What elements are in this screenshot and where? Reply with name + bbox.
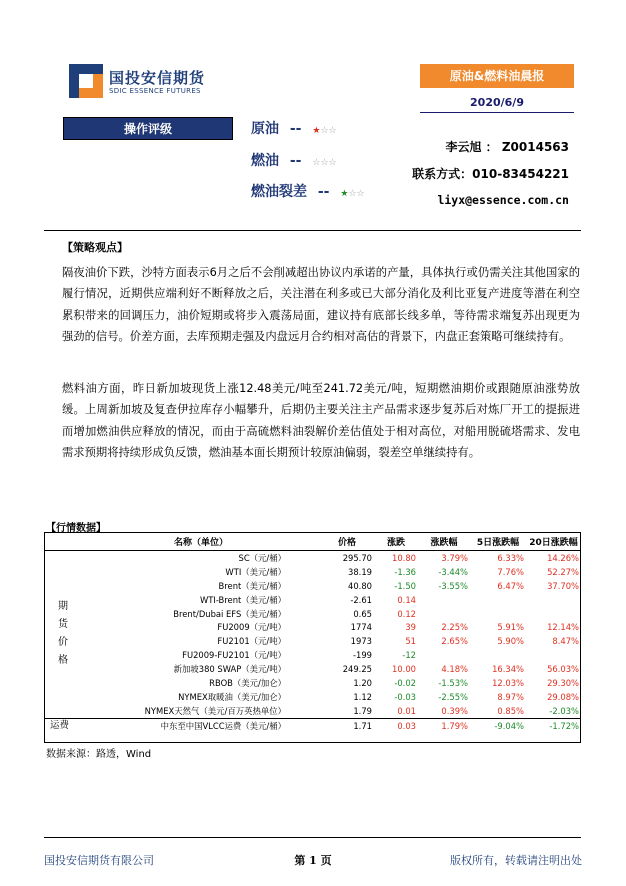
table-cell: 29.08% <box>547 691 579 702</box>
table-cell: 52.27% <box>547 566 579 577</box>
analyst-email[interactable]: liyx@essence.com.cn <box>437 193 569 207</box>
category-freight: 运费 <box>50 720 70 732</box>
table-cell: -1.50 <box>394 580 416 591</box>
table-cell: 1.12 <box>353 691 372 702</box>
table-cell: 39 <box>405 622 416 633</box>
footer-copyright: 版权所有，转载请注明出处 <box>450 854 582 867</box>
header-price: 价格 <box>320 532 374 551</box>
instrument-name: FU2101（元/吨） <box>217 636 286 647</box>
table-cell: -1.72% <box>549 720 579 731</box>
table-header-row <box>44 532 581 551</box>
table-cell: 0.12 <box>397 608 416 619</box>
table-cell: 0.03 <box>397 720 416 731</box>
table-cell: 5.91% <box>497 622 524 633</box>
table-cell: -1.36 <box>394 566 416 577</box>
strategy-paragraph-fuel: 燃料油方面，昨日新加坡现货上涨12.48美元/吨至241.72美元/吨，短期燃油期价或跟随原油涨势放缓。上周新加坡及复查伊拉库存小幅攀升，后期仍主要关注主产品需求逐步复苏后对炼厂开工的提振进而增加燃油供应释放的情况，而由于高硫燃料油裂解价差估值处于相对高位，对船用脱硫塔需求、发电需求预期将持续形成负反馈，燃油基本面长期预计较原油偏弱，裂差空单继续持有。 <box>62 382 580 459</box>
table-row <box>44 551 581 565</box>
table-cell: 0.01 <box>397 705 416 716</box>
table-cell: 1973 <box>350 636 372 647</box>
table-row <box>44 662 581 676</box>
table-cell: 6.47% <box>497 580 524 591</box>
instrument-name: 新加坡380 SWAP（美元/吨） <box>173 664 286 675</box>
rating-dash: -- <box>289 121 302 137</box>
table-cell: 1.20 <box>353 677 372 688</box>
rating-dash: -- <box>317 184 330 200</box>
table-cell: 0.65 <box>353 608 372 619</box>
table-cell: 249.25 <box>342 664 372 675</box>
table-cell: 8.97% <box>497 691 524 702</box>
rating-stars-icon: ★☆☆ <box>340 189 365 199</box>
instrument-name: FU2009（元/吨） <box>217 622 286 633</box>
instrument-name: NYMEX取暖油（美元/加仑） <box>178 691 286 702</box>
table-cell: 10.80 <box>392 552 416 563</box>
rating-name: 燃油 <box>251 153 279 169</box>
table-cell: 51 <box>405 636 416 647</box>
table-cell: 1.71 <box>353 720 372 731</box>
rating-box: 操作评级 <box>63 117 233 140</box>
rating-crude <box>251 118 337 138</box>
table-cell: 0.85% <box>497 705 524 716</box>
rating-name: 燃油裂差 <box>251 184 307 200</box>
date-underline <box>420 112 574 113</box>
table-cell: 12.14% <box>547 622 579 633</box>
footer-company: 国投安信期货有限公司 <box>44 854 154 867</box>
table-cell: 7.76% <box>497 566 524 577</box>
market-data-table <box>44 532 581 733</box>
rating-stars-icon: ★☆☆ <box>312 126 337 136</box>
data-source: 数据来源：路透，Wind <box>46 749 152 760</box>
table-cell: 40.80 <box>348 580 372 591</box>
table-cell: -2.61 <box>350 594 372 605</box>
table-cell <box>470 648 526 662</box>
table-cell: 8.47% <box>552 636 579 647</box>
footer-divider <box>44 837 581 838</box>
table-cell: 29.30% <box>547 677 579 688</box>
rating-fuel-crack <box>251 181 365 201</box>
footer-page-number: 第 1 页 <box>294 854 332 867</box>
instrument-name: FU2009-FU2101（元/吨） <box>182 650 286 661</box>
table-cell: -3.55% <box>438 580 468 591</box>
company-logo-icon <box>69 64 103 98</box>
table-cell: 12.03% <box>492 677 524 688</box>
table-cell: 4.18% <box>441 664 468 675</box>
table-cell: 6.33% <box>497 552 524 563</box>
table-row <box>44 620 581 634</box>
instrument-name: WTI-Brent（美元/桶） <box>199 594 286 605</box>
table-row <box>44 634 581 648</box>
rating-dash: -- <box>289 153 302 169</box>
strategy-title: 【策略观点】 <box>62 241 128 254</box>
table-cell: -199 <box>352 650 372 661</box>
table-cell: 16.34% <box>492 664 524 675</box>
instrument-name: SC（元/桶） <box>238 552 286 563</box>
table-cell: 0.14 <box>397 594 416 605</box>
table-cell <box>418 648 470 662</box>
table-cell: -0.02 <box>394 677 416 688</box>
table-row <box>44 579 581 593</box>
instrument-name: NYMEX天然气（美元/百万英热单位） <box>144 705 286 716</box>
analyst-name: 李云旭 ： Z0014563 <box>445 140 569 154</box>
report-date: 2020/6/9 <box>470 96 524 109</box>
instrument-name: RBOB（美元/加仑） <box>209 677 286 688</box>
header-divider <box>44 230 581 231</box>
table-row <box>44 704 581 718</box>
rating-name: 原油 <box>251 121 279 137</box>
table-cell <box>470 607 526 621</box>
table-cell: 5.90% <box>497 636 524 647</box>
table-cell: 2.25% <box>441 622 468 633</box>
table-cell: 1.79% <box>441 720 468 731</box>
table-cell: 56.03% <box>547 664 579 675</box>
table-cell: 14.26% <box>547 552 579 563</box>
table-cell: -3.44% <box>438 566 468 577</box>
category-futures-price: 期 货 价 格 <box>58 601 68 667</box>
rating-fuel <box>251 150 337 170</box>
analyst-contact: 联系方式：010-83454221 <box>412 167 569 181</box>
company-name-cn: 国投安信期货 <box>109 69 206 87</box>
table-row <box>44 690 581 704</box>
table-row <box>44 648 581 662</box>
table-cell: 2.65% <box>441 636 468 647</box>
table-cell: 1.79 <box>353 705 372 716</box>
table-cell: -2.55% <box>438 691 468 702</box>
instrument-name: Brent（美元/桶） <box>218 580 286 591</box>
table-cell: 295.70 <box>342 552 372 563</box>
table-cell: 3.79% <box>441 552 468 563</box>
instrument-name: 中东至中国VLCC运费（美元/桶） <box>160 720 286 731</box>
table-row <box>44 565 581 579</box>
strategy-paragraph-crude: 隔夜油价下跌，沙特方面表示6月之后不会削减超出协议内承诺的产量，具体执行或仍需关注其他国家的履行情况，近期供应端利好不断释放之后，关注潜在利多或已大部分消化及利比亚复产进度等潜在利空累积带来的回调压力，油价短期或将步入震荡局面，建议持有底部长线多单，等待需求端复苏出现更为强劲的信号。价差方面，去库预期走强及内盘远月合约相对高估的背景下，内盘正套策略可继续持有。 <box>62 266 580 343</box>
header-20d-pct: 20日涨跌幅 <box>526 532 581 551</box>
table-cell <box>418 607 470 621</box>
table-cell: -12 <box>402 650 416 661</box>
table-cell <box>526 607 581 621</box>
table-cell <box>470 593 526 607</box>
table-cell: 10.00 <box>392 664 416 675</box>
market-table-title: 【行情数据】 <box>46 523 106 534</box>
header-5d-pct: 5日涨跌幅 <box>470 532 526 551</box>
table-cell: 0.39% <box>441 705 468 716</box>
header-category <box>44 532 82 551</box>
table-cell: -0.03 <box>394 691 416 702</box>
table-row <box>44 607 581 621</box>
header-change: 涨跌 <box>374 532 418 551</box>
table-cell <box>526 648 581 662</box>
table-cell: 1774 <box>350 622 372 633</box>
table-row <box>44 593 581 607</box>
instrument-name: Brent/Dubai EFS（美元/桶） <box>173 608 286 619</box>
header-change-pct: 涨跌幅 <box>418 532 470 551</box>
rating-stars-icon: ☆☆☆ <box>312 158 337 168</box>
table-cell: -1.53% <box>438 677 468 688</box>
table-row <box>44 676 581 690</box>
table-row-freight <box>44 718 581 732</box>
table-cell: -9.04% <box>494 720 524 731</box>
report-name-tag: 原油&燃料油晨报 <box>420 64 574 88</box>
table-cell <box>418 593 470 607</box>
company-name-en: SDIC ESSENCE FUTURES <box>109 87 201 95</box>
table-cell <box>526 593 581 607</box>
table-cell: 37.70% <box>547 580 579 591</box>
header-name: 名称（单位） <box>82 532 320 551</box>
instrument-name: WTI（美元/桶） <box>225 566 286 577</box>
table-cell: 38.19 <box>348 566 372 577</box>
table-cell: -2.03% <box>549 705 579 716</box>
